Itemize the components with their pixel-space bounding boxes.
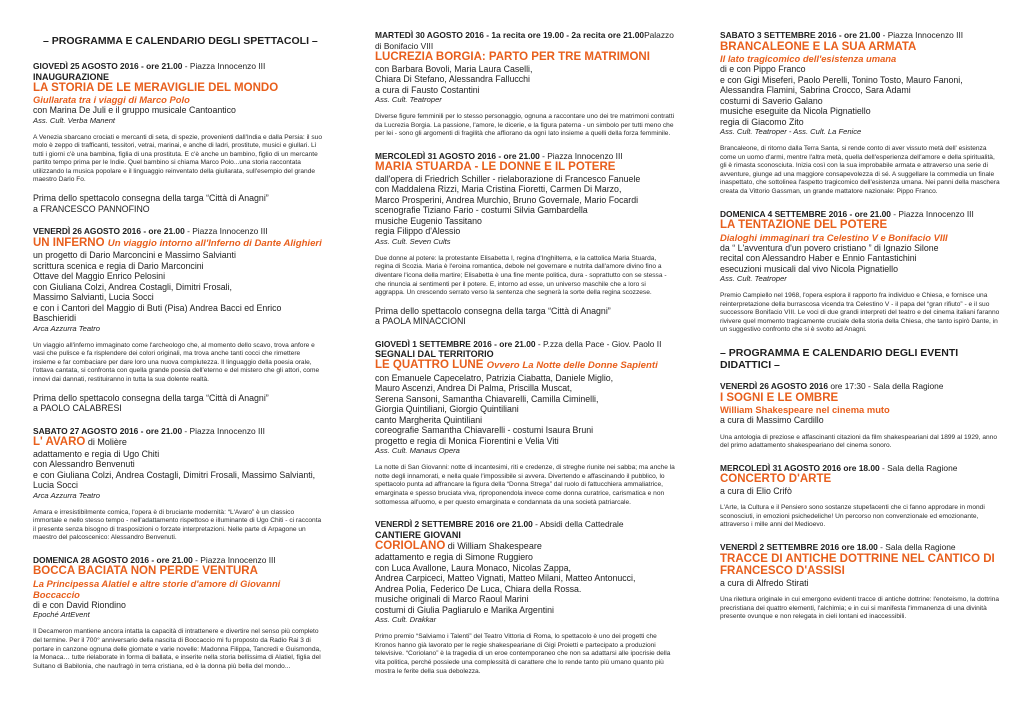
event-title bbox=[33, 565, 323, 578]
event-title-text: UN INFERNO bbox=[33, 236, 105, 249]
event-date-time: VENERDÌ 26 AGOSTO 2016 bbox=[720, 381, 828, 392]
event-prize-recipient: a FRANCESCO PANNOFINO bbox=[33, 203, 150, 214]
event-organizer: Ass. Cult. Teatroper - Ass. Cult. La Fenice bbox=[720, 127, 862, 136]
event-title-suffix: di William Shakespeare bbox=[445, 540, 542, 551]
event-credit: musiche originali di Marco Raoul Marini bbox=[375, 594, 529, 605]
event-date bbox=[33, 555, 323, 566]
event-title-text: L' AVARO bbox=[33, 436, 86, 449]
event-title-text: CORIOLANO bbox=[375, 539, 446, 552]
event-date bbox=[33, 61, 323, 72]
section-heading: – PROGRAMMA E CALENDARIO DEGLI EVENTI DIDATTICI – bbox=[720, 347, 959, 372]
event-date bbox=[375, 519, 675, 530]
event-description: A Venezia sbarcano crociati e mercanti di seta, di spezie, provenienti dall'India e dalla Persia: il suo molo è zeppo di trafficanti, tessitori, vetrai, marinai, e anche di ladri, prostitute, musici e giullari. Lì tutti i giorni c'è una bambina, figlia di una prostituta. E c'è anche un bambino, figlio di un mercante partito tempo prima per le Indie. Quel bambino si chiama Marco Polo...una storia raccontata utilizzando la musica popolare e il linguaggio reinventato della giullarata, sull'esempio del grande maestro Dario Fo. bbox=[33, 133, 322, 184]
event-subtitle: Dialoghi immaginari tra Celestino V e Bonifacio VIII bbox=[720, 231, 948, 243]
event-title-suffix: di Molière bbox=[85, 437, 127, 448]
program-heading: – PROGRAMMA E CALENDARIO DEGLI SPETTACOLI – bbox=[43, 35, 318, 47]
event-credit: a cura di Fausto Costantini bbox=[375, 84, 480, 95]
event-credit: regia di Giacomo Zito bbox=[720, 116, 804, 127]
event-organizer: Ass. Cult. Drakkar bbox=[375, 615, 437, 625]
event-date bbox=[375, 339, 675, 350]
event-title-text: LE QUATTRO LUNE bbox=[375, 359, 484, 372]
event-credit: costumi di Giulia Pagliarulo e Marika Argentini bbox=[375, 604, 554, 615]
event-organizer: Arca Azzurra Teatro bbox=[33, 323, 100, 333]
event-block bbox=[33, 226, 323, 413]
column-2 bbox=[375, 30, 675, 688]
event-title-text: MARIA STUARDA - LE DONNE E IL POTERE bbox=[375, 161, 616, 174]
event-organizer: Arca Azzurra Teatro bbox=[33, 490, 100, 500]
event-block bbox=[720, 209, 1000, 335]
event-credit: a cura di Massimo Cardillo bbox=[720, 415, 824, 426]
event-credit: con Luca Avallone, Laura Monaco, Nicolas Zappa, bbox=[375, 562, 571, 573]
event-credit: con Emanuele Capecelatro, Patrizia Ciabatta, Daniele Miglio, bbox=[375, 372, 614, 383]
event-title bbox=[375, 51, 675, 64]
event-date-time: VENERDÌ 26 AGOSTO 2016 - ore 21.00 bbox=[33, 226, 185, 237]
event-block bbox=[720, 463, 1000, 530]
event-place: - P.zza della Pace - Giov. Paolo II bbox=[535, 338, 662, 349]
event-date-time: VENERDÌ 2 SETTEMBRE 2016 ore 18.00 bbox=[720, 542, 878, 552]
event-description: Primo premio “Salviamo i Talenti” del Teatro Vittoria di Roma, lo spettacolo è uno dei progetti che Kronos hanno già lavorato per le regie shakespeariane di Gigi Proietti e partecipato a produzioni televisive. “Coriolano” è la tragedia di un eroe contemporaneo che non sa adattarsi alle ipocrisie della vita politica, perché possiede una complessità di carattere che lo rende tanto più umano quanto più mostra le ferite della sua debolezza. bbox=[375, 633, 671, 675]
event-credit: con Giuliana Colzi, Andrea Costagli, Dimitri Frosali, bbox=[33, 281, 232, 292]
event-place: - Piazza Innocenzo III bbox=[890, 208, 974, 219]
event-date bbox=[375, 151, 675, 162]
event-date bbox=[720, 542, 1000, 553]
event-credit: progetto e regia di Monica Fiorentini e Velia Viti bbox=[375, 435, 559, 446]
event-place: - Sala della Ragione bbox=[879, 462, 958, 473]
event-description: Diverse figure femminili per lo stesso personaggio, ognuna a raccontare uno dei tre matrimoni contratti da Lucrezia Borgia. La passione, l'amore, le dicerie, e la figura paterna - un simbolo per tutti meno che per lei - sono gli argomenti di fragilità che affiorano da ognì lato insieme a quelli della forza femminile. bbox=[375, 113, 675, 138]
event-block bbox=[375, 151, 675, 327]
event-credit: esecuzioni musicali dal vivo Nicola Pignatiello bbox=[720, 263, 898, 274]
event-subtitle: Il lato tragicomico dell'esistenza umana bbox=[720, 53, 897, 64]
event-credit: Serena Sansoni, Samantha Chiavarelli, Camilla Ciminelli, bbox=[375, 393, 599, 404]
event-credit: Mauro Ascenzi, Andrea Di Palma, Priscilla Muscat, bbox=[375, 383, 573, 394]
event-credit: Andrea Carpiceci, Matteo Vignati, Matteo Milani, Matteo Antonucci, bbox=[375, 573, 636, 584]
event-place: Palazzo di Bonifacio VIII bbox=[375, 30, 674, 51]
event-credit: di e con David Riondino bbox=[33, 599, 126, 610]
event-block bbox=[720, 542, 1000, 622]
event-credit: recital con Alessandro Haber e Ennio Fantastichini bbox=[720, 253, 917, 264]
event-organizer: Ass. Cult. Manaus Opera bbox=[375, 446, 460, 456]
event-title-text: I SOGNI E LE OMBRE bbox=[720, 391, 839, 404]
event-prize: Prima dello spettacolo consegna della targa “Città di Anagni” bbox=[33, 392, 269, 403]
event-title-text: TRACCE DI ANTICHE DOTTRINE NEL CANTICO DI FRANCESCO D'ASSISI bbox=[720, 552, 995, 577]
event-subtitle: Giullarata tra i viaggi di Marco Polo bbox=[33, 94, 190, 105]
event-date-time: VENERDÌ 2 SETTEMBRE 2016 ore 21.00 bbox=[375, 519, 533, 530]
event-credit: con Barbara Bovoli, Maria Laura Caselli, bbox=[375, 63, 533, 74]
event-title bbox=[33, 82, 323, 95]
event-description: Una antologia di preziose e affascinanti citazioni da film shakespeariani dal 1899 al 1929, anno del primo adattamento shakespeariano del cinema sonoro. bbox=[720, 433, 997, 450]
column-3 bbox=[720, 30, 1000, 634]
event-description: Un viaggio all'inferno immaginato come l'archeologo che, al momento dello scavo, trova anfore e vasi che pulisce e fa risplendere dei colori originali, ma trova anche tanti cocci che rimettere insieme e far combaciare per dare loro una nuova compiutezza. Il linguaggio della poesia orale, l'ottava cantata, si confronta con quella grande poesia dell'eterno e del mistero che gli attori, come innovi dai dannati, restituiranno in tutta la sua dolente realtà. bbox=[33, 341, 320, 383]
event-date bbox=[33, 226, 323, 237]
event-credit: un progetto di Dario Marconcini e Massimo Salvianti bbox=[33, 250, 236, 261]
event-place: - Piazza Innocenzo III bbox=[182, 61, 266, 71]
event-title-text: LUCREZIA BORGIA: PARTO PER TRE MATRIMONI bbox=[375, 51, 650, 63]
event-credit: con Maddalena Rizzi, Maria Cristina Fioretti, Carmen Di Marzo, bbox=[375, 184, 622, 195]
event-title bbox=[720, 219, 1000, 232]
event-credit: Andrea Polia, Federico De Luca, Chiara della Rossa. bbox=[375, 583, 582, 594]
event-date-time: GIOVEDÌ 25 AGOSTO 2016 - ore 21.00 bbox=[33, 61, 183, 71]
event-block bbox=[33, 61, 323, 214]
event-label: SEGNALI DAL TERRITORIO bbox=[375, 349, 494, 360]
event-credit: musiche Eugenio Tassitano bbox=[375, 215, 482, 226]
event-credit: musiche eseguite da Nicola Pignatiello bbox=[720, 106, 871, 116]
event-place: - Absidi della Cattedrale bbox=[532, 519, 624, 530]
event-block bbox=[720, 381, 1000, 451]
event-credit: e con i Cantori del Maggio di Buti (Pisa) Andrea Bacci ed Enrico Baschieridi bbox=[33, 302, 282, 324]
event-credit: Marco Prosperini, Andrea Murchio, Bruno Governale, Mario Focardi bbox=[375, 194, 639, 205]
event-organizer: Ass. Cult. Teatroper bbox=[375, 95, 442, 104]
event-block bbox=[720, 30, 1000, 197]
event-title bbox=[720, 553, 1000, 578]
event-block bbox=[375, 519, 675, 676]
event-place: - Piazza Innocenzo III bbox=[192, 554, 276, 565]
event-organizer: Epoché ArtEvent bbox=[33, 610, 90, 620]
event-credit: canto Margherita Quintiliani bbox=[375, 414, 483, 425]
event-date bbox=[720, 30, 1000, 41]
event-description: L'Arte, la Cultura e il Pensiero sono sostanze stupefacenti che ci fanno approdare in mondi sconosciuti, in emozioni psichedeliche! Un percorso non convenzionale ed emozionante, attraverso i mille anni del Medioevo. bbox=[720, 504, 985, 529]
event-credit: coreografie Samantha Chiavarelli - costumi Isaura Bruni bbox=[375, 425, 594, 436]
event-credit: dall'opera di Friedrich Schiller - rielaborazione di Francesco Fanuele bbox=[375, 173, 641, 184]
event-credit: regia Filippo d'Alessio bbox=[375, 226, 461, 237]
event-prize: Prima dello spettacolo consegna della targa “Città di Anagni” bbox=[33, 193, 269, 204]
event-block bbox=[375, 30, 675, 139]
event-place: - Piazza Innocenzo III bbox=[182, 425, 265, 436]
event-prize-recipient: a PAOLA MINACCIONI bbox=[375, 316, 466, 327]
event-credit: adattamento e regia di Simone Ruggiero bbox=[375, 552, 533, 563]
event-date-time: DOMENICA 4 SETTEMBRE 2016 - ore 21.00 bbox=[720, 208, 891, 219]
event-date bbox=[720, 381, 1000, 392]
events-list bbox=[720, 30, 1000, 622]
event-date-time: SABATO 3 SETTEMBRE 2016 - ore 21.00 bbox=[720, 30, 881, 40]
event-date bbox=[720, 209, 1000, 220]
event-date-time: MARTEDÌ 30 AGOSTO 2016 - 1a recita ore 19.00 - 2a recita ore 21.00 bbox=[375, 30, 645, 40]
event-credit: Massimo Salvianti, Lucia Socci bbox=[33, 292, 154, 303]
event-title-text: BOCCA BACIATA NON PERDE VENTURA bbox=[33, 565, 258, 578]
event-description: La notte di San Giovanni: notte di incantesimi, riti e credenze, di streghe riunite nei sabba; ma anche la notte degli innamorati, e nella quale l'impossibile si avvera. Divertendo e affascinando il pubblico, lo spettacolo punta ad affrancare la figura della “Donna Strega” dal ruolo di fattucchiera ammaliatrice, emarginata e spesso bruciata viva, riproponendola invece come donna curatrice, carismatica e non sottomessa all'uomo, e per questo emarginata e condannata da una società patriarcale. bbox=[375, 464, 675, 506]
event-date-time: MERCOLEDÌ 31 AGOSTO 2016 - ore 21.00 bbox=[375, 150, 540, 161]
event-subtitle: William Shakespeare nel cinema muto bbox=[720, 404, 890, 416]
event-date-time: MERCOLEDÌ 31 AGOSTO 2016 ore 18.00 bbox=[720, 462, 880, 473]
event-credit: a cura di Alfredo Stirati bbox=[720, 577, 809, 588]
event-title bbox=[375, 540, 675, 553]
event-place: - Piazza Innocenzo III bbox=[880, 30, 964, 40]
event-title-text: CONCERTO D'ARTE bbox=[720, 473, 832, 486]
event-title-text: LA STORIA DE LE MERAVIGLIE DEL MONDO bbox=[33, 81, 279, 94]
event-credit: da “ L'avventura d'un povero cristiano ” di Ignazio Silone bbox=[720, 242, 939, 253]
event-place: ore 17:30 - Sala della Ragione bbox=[828, 381, 944, 392]
event-organizer: Ass. Cult. Teatroper bbox=[720, 274, 787, 284]
events-list bbox=[33, 61, 323, 671]
event-credit: adattamento e regia di Ugo Chiti bbox=[33, 448, 160, 459]
event-title bbox=[375, 359, 675, 373]
event-organizer: Ass. Cult. Verba Manent bbox=[33, 115, 116, 125]
event-title bbox=[33, 436, 323, 449]
event-description: Il Decameron mantiene ancora intatta la capacità di intrattenere e divertire nel senso più completo del termine. Per il 700° anniversario della nascita di Boccaccio mi fu proposto da Radio Rai 3 di portare in canzone ognuna delle giornate e varie novelle: Madonna Filippa, Tancredi e Guismonda, la Monaca… tutte rielaborate in forma di ballata, e inserite nella storia bellissima di Alatiel, figlia del Sultano di Babilonia, che naufragò in terra cristiana, ed è la donna più bella del mondo... bbox=[33, 628, 321, 670]
event-credit: Giorgia Quintiliani, Giorgio Quintiliani bbox=[375, 404, 519, 415]
events-list bbox=[375, 30, 675, 676]
event-title bbox=[720, 473, 1000, 486]
event-title-text: LA TENTAZIONE DEL POTERE bbox=[720, 219, 888, 232]
event-title bbox=[720, 392, 1000, 405]
event-organizer: Ass. Cult. Seven Cults bbox=[375, 236, 451, 246]
column-1 bbox=[33, 0, 323, 683]
event-date-time: SABATO 27 AGOSTO 2016 - ore 21.00 bbox=[33, 425, 183, 436]
event-date-time: DOMENICA 28 AGOSTO 2016 - ore 21.00 bbox=[33, 554, 193, 565]
event-description: Una rilettura originale in cui emergono evidenti tracce di antiche dottrine: l'enoteismo, la dottrina precristiana dei quattro elementi, l'alchimia; e in cui si manifesta l'immanenza di una divinità presente ovunque e non relegata in cieli lontani ed inaccessibili. bbox=[720, 596, 1000, 621]
event-credit: con Alessandro Benvenuti bbox=[33, 459, 135, 470]
event-block bbox=[375, 339, 675, 507]
event-description: Premio Campiello nel 1968, l'opera esplora il rapporto fra individuo e Chiesa, e fornisce una reinterpretazione della burrascosa vicenda tra Celestino V - il papa del “gran rifiuto” - e il suo successore Bonifacio VIII. Le voci di due grandi interpreti del teatro e del cinema italiani faranno rivivere quel momento tragicamente cruciale della storia della Chiesa, che tanto ispirò Dante, in un suggestivo confronto che si è svolto ad Anagni. bbox=[720, 292, 1000, 334]
event-credit: con Marina De Juli e il gruppo musicale Cantoantico bbox=[33, 105, 236, 115]
event-date-time: GIOVEDÌ 1 SETTEMBRE 2016 - ore 21.00 bbox=[375, 338, 536, 349]
event-credit: Chiara Di Stefano, Alessandra Fallucchi bbox=[375, 74, 531, 84]
event-credit: scrittura scenica e regia di Dario Marconcini bbox=[33, 260, 204, 271]
event-description: Amara e irresistibilmente comica, l'opera è di bruciante modernità: “L'Avaro” è un classico immortale e nello stesso tempo - nell'adattamento rispettoso e illuminante di Ugo Chiti - ci racconta il presente senza bisogno di trasposizioni o forzate interpretazioni. Nelle parte di Arpagone un maestro del palcoscenico: Alessandro Benvenuti. bbox=[33, 508, 322, 542]
event-credit: scenografie Tiziano Fario - costumi Silvia Gambardella bbox=[375, 205, 588, 216]
event-credit: a cura di Elio Crifò bbox=[720, 485, 792, 496]
event-title-italic: Un viaggio intorno all'Inferno di Dante Alighieri bbox=[107, 237, 322, 249]
event-credit: e con Giuliana Colzi, Andrea Costagli, Dimitri Frosali, Massimo Salvianti, Lucia Socci bbox=[33, 469, 316, 491]
event-place: - Piazza Innocenzo III bbox=[184, 226, 268, 237]
event-credit: Alessandra Flamini, Sabrina Crocco, Sara Adami bbox=[720, 85, 911, 95]
event-label: CANTIERE GIOVANI bbox=[375, 529, 461, 540]
event-date bbox=[720, 463, 1000, 474]
event-block bbox=[33, 555, 323, 671]
event-title bbox=[720, 41, 1000, 54]
event-block bbox=[33, 426, 323, 543]
event-description: Brancaleone, di ritorno dalla Terra Santa, si rende conto di aver vissuto metà dell' esistenza come un uomo d'armi, mentre l'altra metà, quella dell'esperienza dell'amore e della spiritualità, gli è rimasta sconosciuta. Inizia così con la sua improbabile armata e attraverso una serie di avventure, giunge ad una maggiore consapevolezza di sé. A suggellare la commedia un finale inaspettato, che sottolinea l'aspetto tragicomico dell'esistenza umana. Nei panni della maschera creata da Vittorio Gassman, un grande mattatore nazionale: Pippo Franco. bbox=[720, 145, 1000, 195]
event-date bbox=[33, 426, 323, 437]
event-title-italic: Ovvero La Notte delle Donne Sapienti bbox=[486, 360, 658, 372]
event-title bbox=[375, 161, 675, 174]
event-credit: e con Gigi Miseferi, Paolo Perelli, Tonino Tosto, Mauro Fanoni, bbox=[720, 74, 963, 85]
event-label: INAUGURAZIONE bbox=[33, 71, 109, 82]
event-credit: di e con Pippo Franco bbox=[720, 64, 806, 74]
event-description: Due donne al potere: la protestante Elisabetta I, regina d'Inghilterra, e la cattolica Maria Stuarda, regina di Scozia. Maria è l'eroina romantica, debole nel governare e nutrita dall'amore divino fino a diventare l'icona della martire; Elisabetta è una fine mente politica, dura - soprattutto con se stessa - che rinuncia ai sentimenti per il potere. E, intorno ad esse, un universo maschile che a loro si aggrappa. Un crescendo serrato verso la sentenza che segnerà la sorte della regina scozzese. bbox=[375, 254, 667, 297]
event-credit: Ottave del Maggio Enrico Pelosini bbox=[33, 271, 166, 282]
event-subtitle: La Principessa Alatiel e altre storie d'amore di Giovanni Boccaccio bbox=[33, 577, 281, 600]
event-title bbox=[33, 237, 323, 251]
event-credit: costumi di Saverio Galano bbox=[720, 95, 823, 106]
event-prize-recipient: a PAOLO CALABRESI bbox=[33, 403, 122, 414]
event-date bbox=[375, 30, 675, 51]
event-title-text: BRANCALEONE E LA SUA ARMATA bbox=[720, 40, 917, 53]
event-place: - Sala della Ragione bbox=[877, 542, 956, 552]
event-prize: Prima dello spettacolo consegna della targa “Città di Anagni” bbox=[375, 305, 611, 316]
event-place: - Piazza Innocenzo III bbox=[539, 150, 623, 161]
